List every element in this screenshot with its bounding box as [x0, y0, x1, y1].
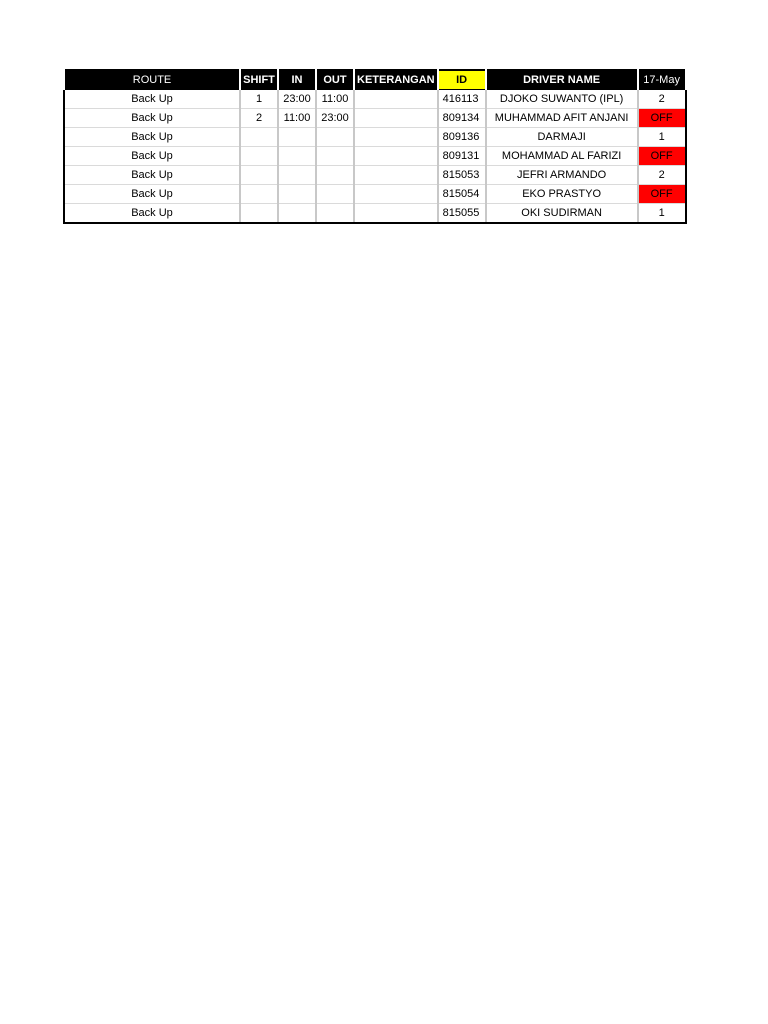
- cell-route[interactable]: Back Up: [64, 128, 240, 147]
- cell-date-status[interactable]: 1: [638, 128, 686, 147]
- cell-keterangan[interactable]: [354, 90, 438, 109]
- cell-id[interactable]: 809136: [438, 128, 486, 147]
- cell-driver-name[interactable]: OKI SUDIRMAN: [486, 204, 638, 224]
- cell-driver-name[interactable]: MUHAMMAD AFIT ANJANI: [486, 109, 638, 128]
- header-out: OUT: [316, 70, 354, 90]
- cell-id[interactable]: 809131: [438, 147, 486, 166]
- cell-route[interactable]: Back Up: [64, 90, 240, 109]
- cell-driver-name[interactable]: MOHAMMAD AL FARIZI: [486, 147, 638, 166]
- cell-out[interactable]: [316, 147, 354, 166]
- cell-date-status[interactable]: 2: [638, 166, 686, 185]
- cell-route[interactable]: Back Up: [64, 109, 240, 128]
- table-row: [64, 147, 686, 166]
- cell-route[interactable]: Back Up: [64, 204, 240, 224]
- cell-shift[interactable]: [240, 147, 278, 166]
- cell-driver-name[interactable]: DJOKO SUWANTO (IPL): [486, 90, 638, 109]
- cell-keterangan[interactable]: [354, 204, 438, 224]
- cell-id[interactable]: 416113: [438, 90, 486, 109]
- header-in: IN: [278, 70, 316, 90]
- driver-schedule-table: [63, 69, 687, 224]
- cell-driver-name[interactable]: JEFRI ARMANDO: [486, 166, 638, 185]
- cell-keterangan[interactable]: [354, 109, 438, 128]
- cell-in[interactable]: [278, 204, 316, 224]
- cell-keterangan[interactable]: [354, 128, 438, 147]
- cell-shift[interactable]: 1: [240, 90, 278, 109]
- cell-out[interactable]: [316, 128, 354, 147]
- cell-shift[interactable]: [240, 185, 278, 204]
- cell-route[interactable]: Back Up: [64, 185, 240, 204]
- table-row: [64, 90, 686, 109]
- cell-out[interactable]: [316, 204, 354, 224]
- table-row: [64, 185, 686, 204]
- cell-driver-name[interactable]: EKO PRASTYO: [486, 185, 638, 204]
- table-row: [64, 109, 686, 128]
- cell-id[interactable]: 815053: [438, 166, 486, 185]
- cell-date-status[interactable]: OFF: [638, 109, 686, 128]
- table-body: [64, 90, 686, 224]
- cell-keterangan[interactable]: [354, 166, 438, 185]
- cell-id[interactable]: 809134: [438, 109, 486, 128]
- header-row: [64, 70, 686, 90]
- cell-keterangan[interactable]: [354, 185, 438, 204]
- table-row: [64, 128, 686, 147]
- table-row: [64, 204, 686, 224]
- header-keterangan: KETERANGAN: [354, 70, 438, 90]
- header-route: ROUTE: [64, 70, 240, 90]
- cell-out[interactable]: [316, 166, 354, 185]
- cell-in[interactable]: [278, 166, 316, 185]
- table-row: [64, 166, 686, 185]
- cell-shift[interactable]: [240, 166, 278, 185]
- cell-date-status[interactable]: OFF: [638, 185, 686, 204]
- cell-keterangan[interactable]: [354, 147, 438, 166]
- header-date: 17-May: [638, 70, 686, 90]
- header-id: ID: [438, 70, 486, 90]
- cell-driver-name[interactable]: DARMAJI: [486, 128, 638, 147]
- cell-in[interactable]: [278, 185, 316, 204]
- cell-date-status[interactable]: 2: [638, 90, 686, 109]
- cell-shift[interactable]: [240, 204, 278, 224]
- table-header: [64, 70, 686, 90]
- cell-shift[interactable]: [240, 128, 278, 147]
- cell-out[interactable]: 23:00: [316, 109, 354, 128]
- cell-in[interactable]: 23:00: [278, 90, 316, 109]
- cell-date-status[interactable]: OFF: [638, 147, 686, 166]
- cell-out[interactable]: [316, 185, 354, 204]
- cell-id[interactable]: 815054: [438, 185, 486, 204]
- cell-in[interactable]: [278, 128, 316, 147]
- cell-id[interactable]: 815055: [438, 204, 486, 224]
- cell-date-status[interactable]: 1: [638, 204, 686, 224]
- header-shift: SHIFT: [240, 70, 278, 90]
- cell-shift[interactable]: 2: [240, 109, 278, 128]
- cell-in[interactable]: [278, 147, 316, 166]
- cell-out[interactable]: 11:00: [316, 90, 354, 109]
- cell-route[interactable]: Back Up: [64, 147, 240, 166]
- cell-in[interactable]: 11:00: [278, 109, 316, 128]
- cell-route[interactable]: Back Up: [64, 166, 240, 185]
- header-driver-name: DRIVER NAME: [486, 70, 638, 90]
